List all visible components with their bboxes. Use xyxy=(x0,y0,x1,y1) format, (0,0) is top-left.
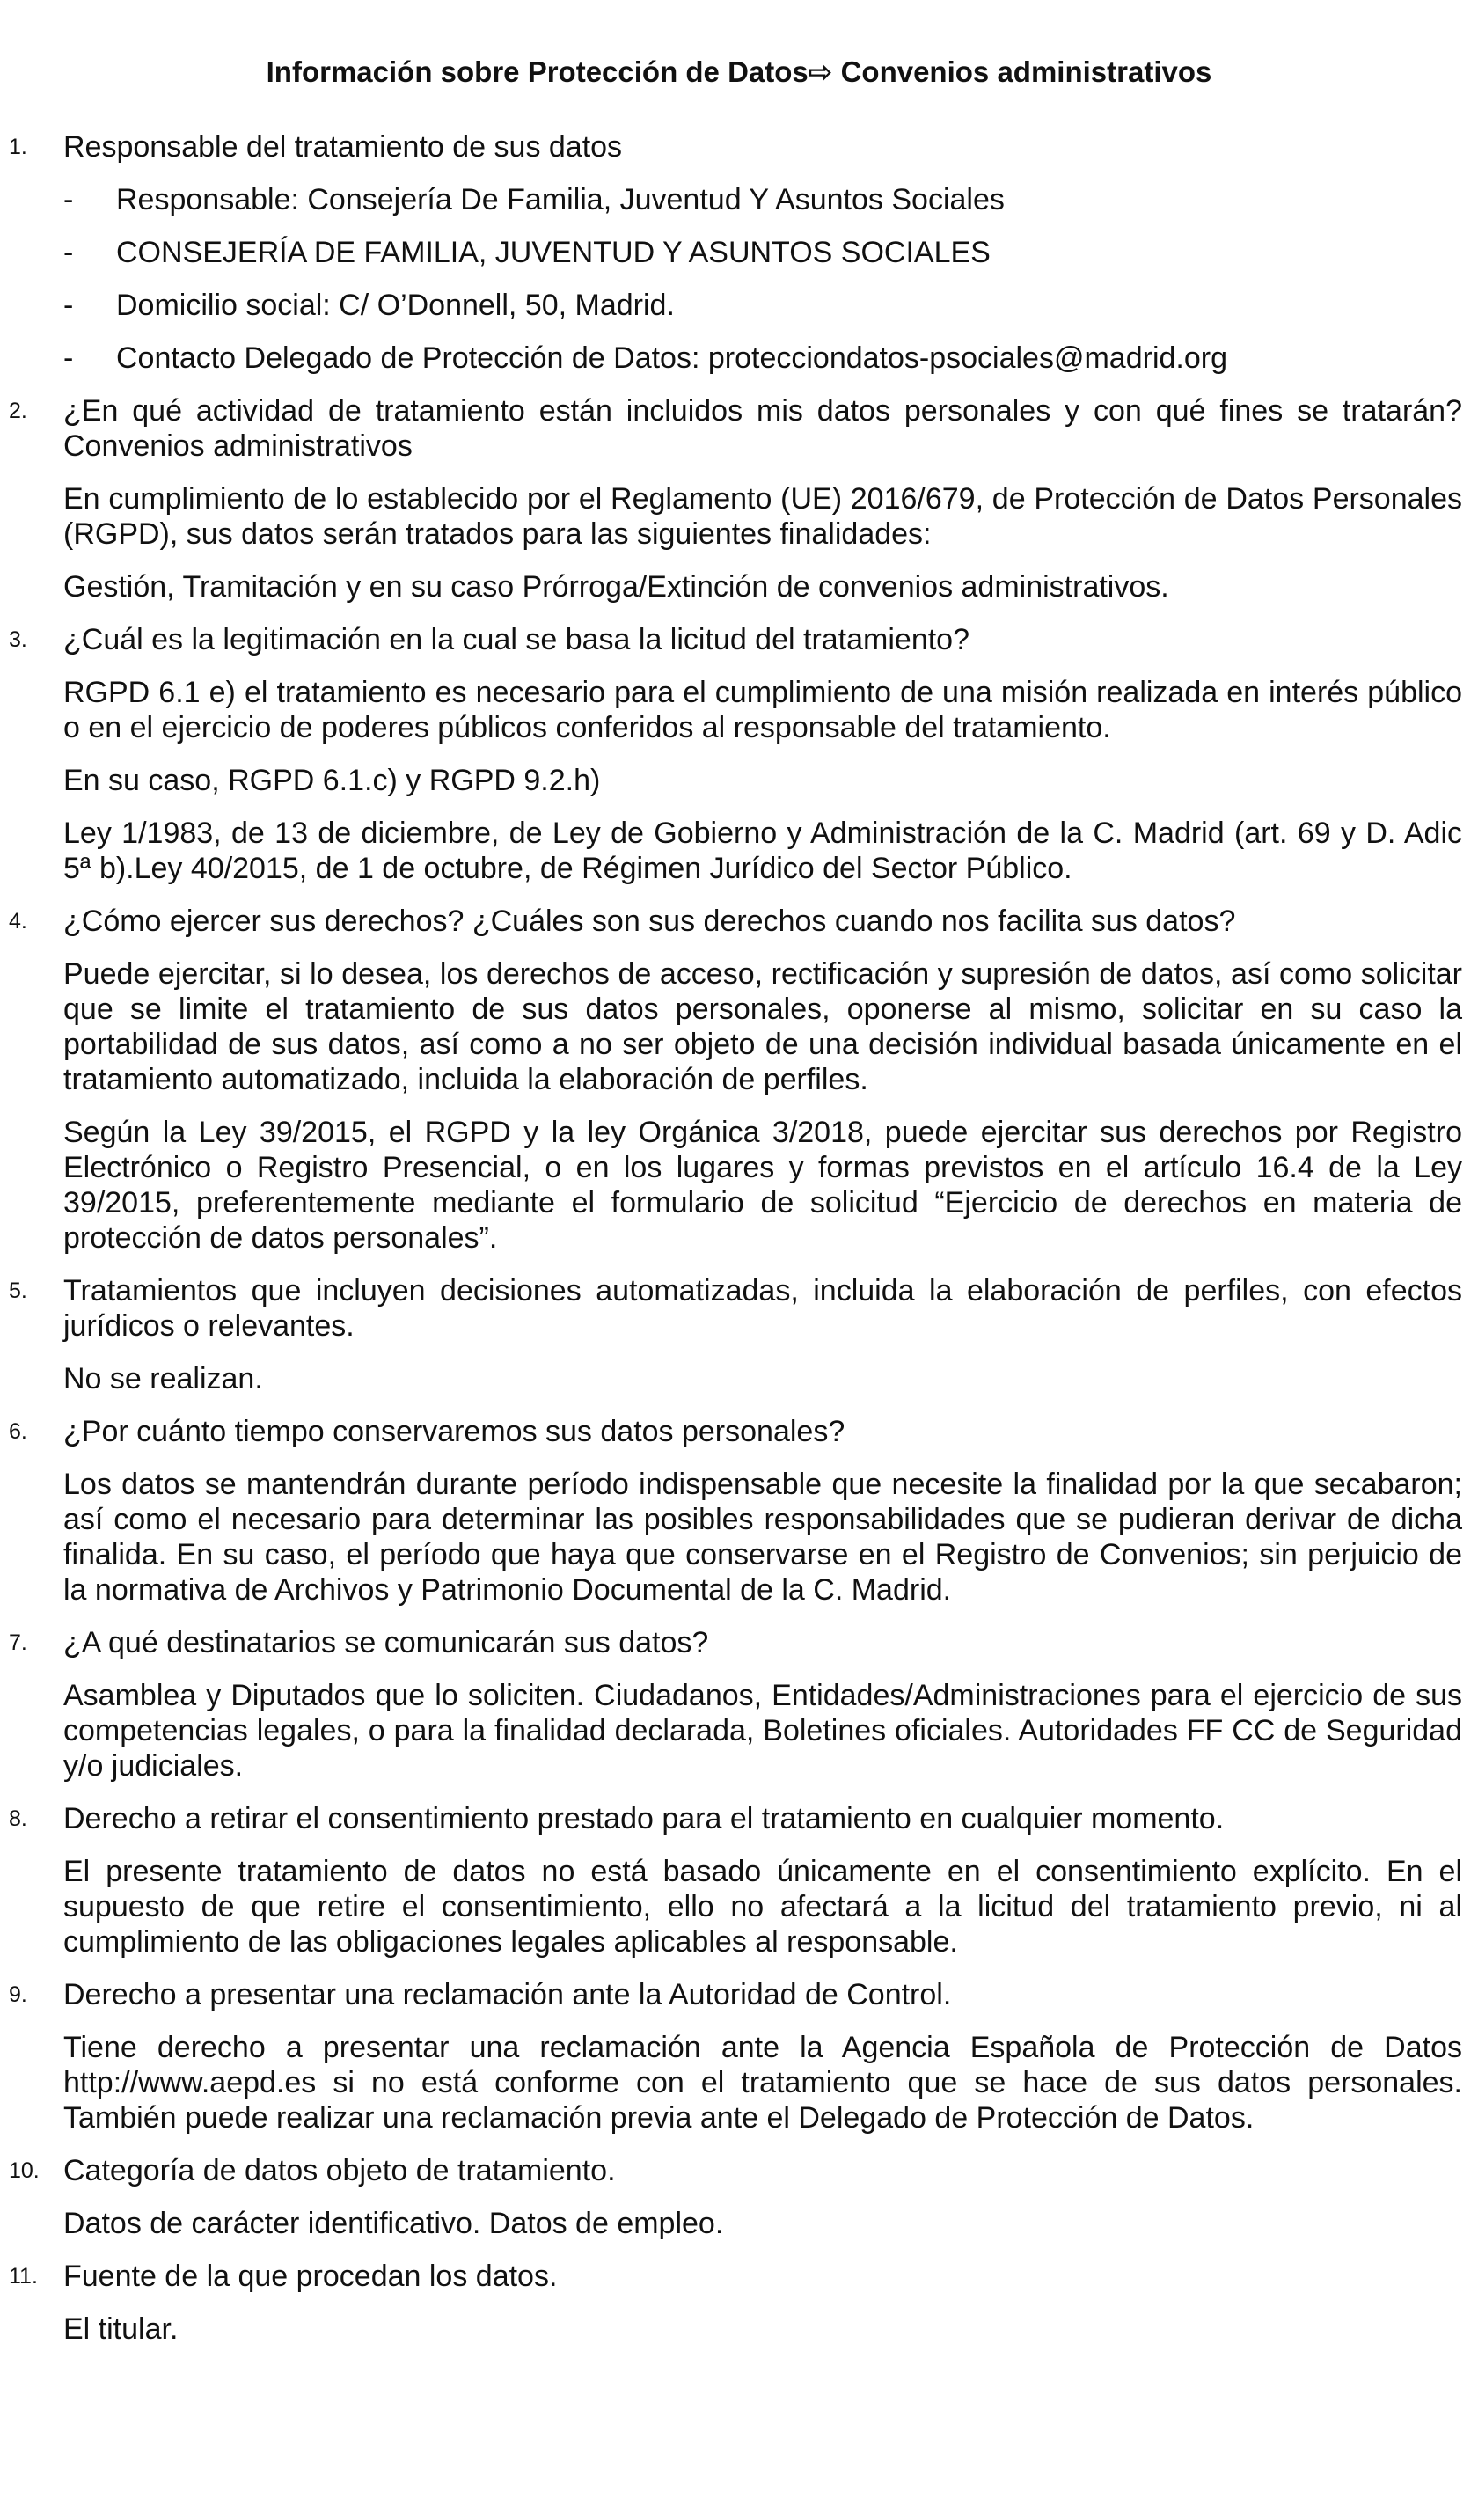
section-paragraph: Puede ejercitar, si lo desea, los derechos de acceso, rectificación y supresión de datos, así como solicitar que se limite el tratamiento de sus datos personales, oponerse al mismo, solicitar en su caso la portabilidad de sus datos, así como a no ser objeto de una decisión individual basada únicamente en el tratamiento automatizado, incluida la elaboración de perfiles. xyxy=(63,957,1462,1096)
list-item-text: Contacto Delegado de Protección de Datos: protecciondatos-psociales@madrid.org xyxy=(116,341,1227,375)
section-number: 2. xyxy=(9,399,27,423)
dash-bullet: - xyxy=(63,183,74,216)
section-heading: ¿En qué actividad de tratamiento están incluidos mis datos personales y con qué fines se tratarán? Convenios administrativos xyxy=(63,394,1462,463)
section-paragraph: Asamblea y Diputados que lo soliciten. Ciudadanos, Entidades/Administraciones para el ejercicio de sus competencias legales, o para la finalidad declarada, Boletines oficiales. Autoridades FF CC de Seguridad y/o judiciales. xyxy=(63,1679,1462,1783)
section-paragraph: RGPD 6.1 e) el tratamiento es necesario para el cumplimiento de una misión realizada en interés público o en el ejercicio de poderes públicos conferidos al responsable del tratamiento. xyxy=(63,676,1462,744)
section-heading: ¿A qué destinatarios se comunicarán sus datos? xyxy=(63,1626,709,1659)
dash-bullet: - xyxy=(63,289,74,322)
dash-bullet: - xyxy=(63,341,74,375)
section-paragraph: Datos de carácter identificativo. Datos de empleo. xyxy=(63,2207,724,2240)
section-paragraph: No se realizan. xyxy=(63,1362,263,1396)
section-heading: Tratamientos que incluyen decisiones automatizadas, incluida la elaboración de perfiles, con efectos jurídicos o relevantes. xyxy=(63,1274,1462,1343)
section-10 xyxy=(9,2153,1462,2241)
section-number: 9. xyxy=(9,1982,27,2007)
list-item xyxy=(63,341,1462,376)
list-item-text: Responsable: Consejería De Familia, Juventud Y Asuntos Sociales xyxy=(116,183,1005,216)
section-paragraph: Ley 1/1983, de 13 de diciembre, de Ley de Gobierno y Administración de la C. Madrid (art. 69 y D. Adic 5ª b).Ley 40/2015, de 1 de octubre, de Régimen Jurídico del Sector Público. xyxy=(63,817,1462,885)
section-heading: ¿Por cuánto tiempo conservaremos sus datos personales? xyxy=(63,1415,845,1448)
section-paragraph: Los datos se mantendrán durante período indispensable que necesite la finalidad por la que secabaron; así como el necesario para determinar las posibles responsabilidades que se pudieran derivar de dicha finalida. En su caso, el período que haya que conservarse en el Registro de Convenios; sin perjuicio de la normativa de Archivos y Patrimonio Documental de la C. Madrid. xyxy=(63,1468,1462,1607)
section-heading: ¿Cuál es la legitimación en la cual se basa la licitud del tratamiento? xyxy=(63,623,969,656)
section-number: 7. xyxy=(9,1630,27,1655)
list-item xyxy=(63,182,1462,217)
section-11 xyxy=(9,2259,1462,2347)
section-number: 6. xyxy=(9,1419,27,1444)
section-heading: Categoría de datos objeto de tratamiento. xyxy=(63,2154,616,2187)
list-item-text: Domicilio social: C/ O’Donnell, 50, Madrid. xyxy=(116,289,675,322)
section-9 xyxy=(9,1977,1462,2135)
section-heading: Derecho a presentar una reclamación ante la Autoridad de Control. xyxy=(63,1978,952,2011)
list-item-text: CONSEJERÍA DE FAMILIA, JUVENTUD Y ASUNTOS SOCIALES xyxy=(116,236,991,269)
section-6 xyxy=(9,1414,1462,1608)
section-heading: Fuente de la que procedan los datos. xyxy=(63,2260,558,2293)
section-paragraph: En su caso, RGPD 6.1.c) y RGPD 9.2.h) xyxy=(63,764,601,797)
section-8 xyxy=(9,1801,1462,1960)
section-number: 8. xyxy=(9,1806,27,1831)
section-paragraph: El presente tratamiento de datos no está basado únicamente en el consentimiento explícito. En el supuesto de que retire el consentimiento, ello no afectará a la licitud del tratamiento previo, ni al cumplimiento de las obligaciones legales aplicables al responsable. xyxy=(63,1855,1462,1959)
section-paragraph: El titular. xyxy=(63,2312,179,2346)
section-paragraph: Según la Ley 39/2015, el RGPD y la ley Orgánica 3/2018, puede ejercitar sus derechos por Registro Electrónico o Registro Presencial, o en los lugares y formas previstos en el artículo 16.4 de la Ley 39/2015, preferentemente mediante el formulario de solicitud “Ejercicio de derechos en materia de protección de datos personales”. xyxy=(63,1116,1462,1255)
list-item xyxy=(63,235,1462,270)
sections-list xyxy=(9,129,1462,2347)
section-number: 11. xyxy=(9,2264,38,2289)
section-heading: Responsable del tratamiento de sus datos xyxy=(63,130,623,164)
section-number: 3. xyxy=(9,627,27,652)
section-paragraph: En cumplimiento de lo establecido por el Reglamento (UE) 2016/679, de Protección de Datos Personales (RGPD), sus datos serán tratados para las siguientes finalidades: xyxy=(63,482,1462,551)
section-1 xyxy=(9,129,1462,376)
list-item xyxy=(63,288,1462,323)
dash-bullet: - xyxy=(63,236,74,269)
document-title: Información sobre Protección de Datos⇨ Convenios administrativos xyxy=(266,55,1212,88)
section-7 xyxy=(9,1625,1462,1784)
section-paragraph: Gestión, Tramitación y en su caso Prórroga/Extinción de convenios administrativos. xyxy=(63,570,1169,604)
section-4 xyxy=(9,904,1462,1256)
section-number: 1. xyxy=(9,135,27,159)
responsable-list xyxy=(63,182,1462,376)
section-5 xyxy=(9,1273,1462,1396)
section-2 xyxy=(9,393,1462,604)
section-number: 4. xyxy=(9,909,27,934)
section-3 xyxy=(9,622,1462,886)
section-number: 10. xyxy=(9,2158,40,2183)
section-number: 5. xyxy=(9,1278,27,1303)
section-heading: Derecho a retirar el consentimiento prestado para el tratamiento en cualquier momento. xyxy=(63,1802,1225,1835)
section-heading: ¿Cómo ejercer sus derechos? ¿Cuáles son sus derechos cuando nos facilita sus datos? xyxy=(63,905,1236,938)
section-paragraph: Tiene derecho a presentar una reclamación ante la Agencia Española de Protección de Datos http://www.aepd.es si no está conforme con el tratamiento que se hace de sus datos personales. También puede realizar una reclamación previa ante el Delegado de Protección de Datos. xyxy=(63,2031,1462,2135)
